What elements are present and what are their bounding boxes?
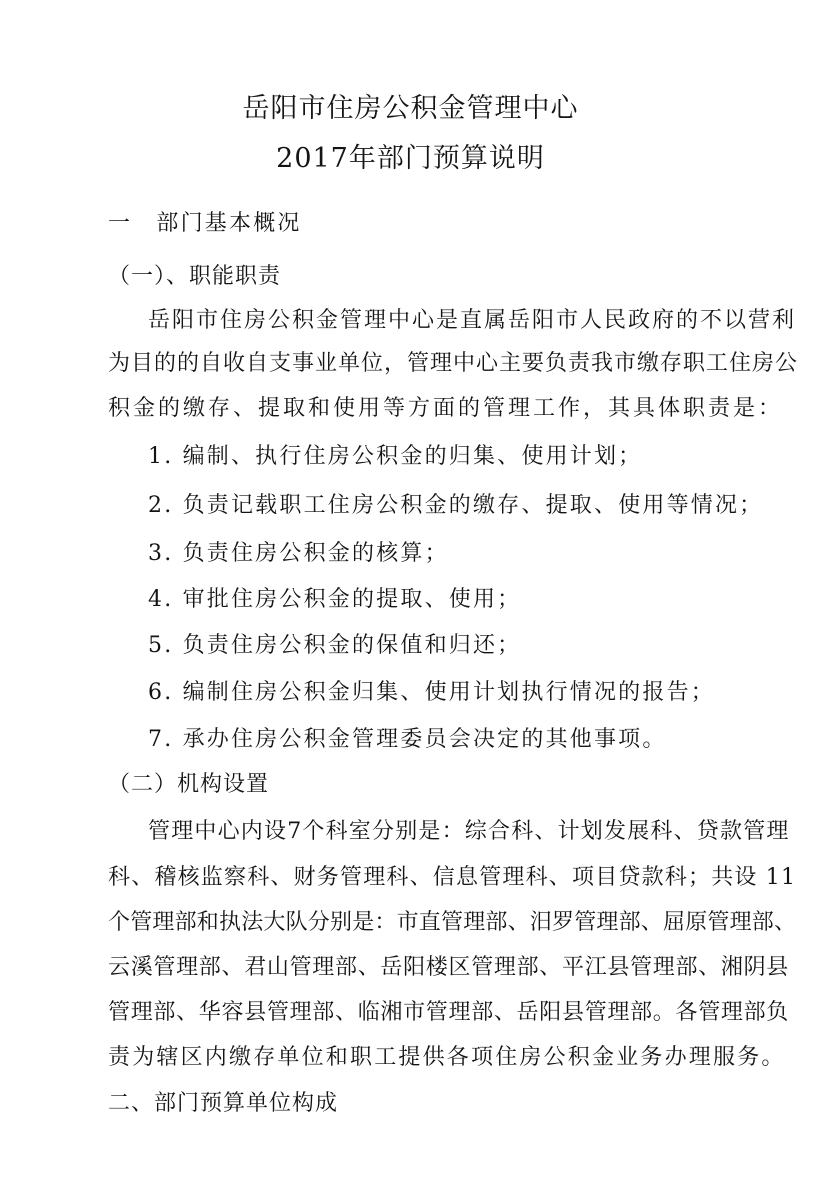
subsection-heading-duties: （一）、职能职责 [108,264,282,289]
duty-item: 2. 负责记载职工住房公积金的缴存、提取、使用等情况； [148,493,764,518]
duty-item: 3. 负责住房公积金的核算； [148,541,449,566]
paragraph-line: 管理中心内设7个科室分别是：综合科、计划发展科、贷款管理 [148,819,790,844]
paragraph-line: 云溪管理部、君山管理部、岳阳楼区管理部、平江县管理部、湘阴县 [108,955,790,980]
duty-item: 6. 编制住房公积金归集、使用计划执行情况的报告； [148,680,715,705]
paragraph-line: 个管理部和执法大队分别是：市直管理部、汨罗管理部、屈原管理部、 [108,910,797,935]
paragraph-line: 管理部、华容县管理部、临湘市管理部、岳阳县管理部。各管理部负 [108,1000,790,1025]
section-heading-overview: 一 部门基本概况 [108,211,302,236]
paragraph-line: 岳阳市住房公积金管理中心是直属岳阳市人民政府的不以营利 [148,308,797,333]
subsection-heading-organization: （二）机构设置 [108,772,270,797]
duty-item: 4. 审批住房公积金的提取、使用； [148,587,522,612]
duty-item: 1. 编制、执行住房公积金的归集、使用计划； [148,444,643,469]
document-subtitle: 2017年部门预算说明 [276,143,545,174]
duty-item: 5. 负责住房公积金的保值和归还； [148,633,522,658]
paragraph-line: 科、稽核监察科、财务管理科、信息管理科、项目贷款科；共设 11 [108,865,797,890]
paragraph-line: 为目的的自收自支事业单位，管理中心主要负责我市缴存职工住房公 [108,351,799,376]
paragraph-line: 责为辖区内缴存单位和职工提供各项住房公积金业务办理服务。 [108,1045,786,1070]
document-title: 岳阳市住房公积金管理中心 [242,93,579,124]
paragraph-line: 积金的缴存、提取和使用等方面的管理工作，其具体职责是： [108,396,784,421]
section-heading-budget-units: 二、部门预算单位构成 [108,1091,339,1116]
duty-item: 7. 承办住房公积金管理委员会决定的其他事项。 [148,727,667,752]
